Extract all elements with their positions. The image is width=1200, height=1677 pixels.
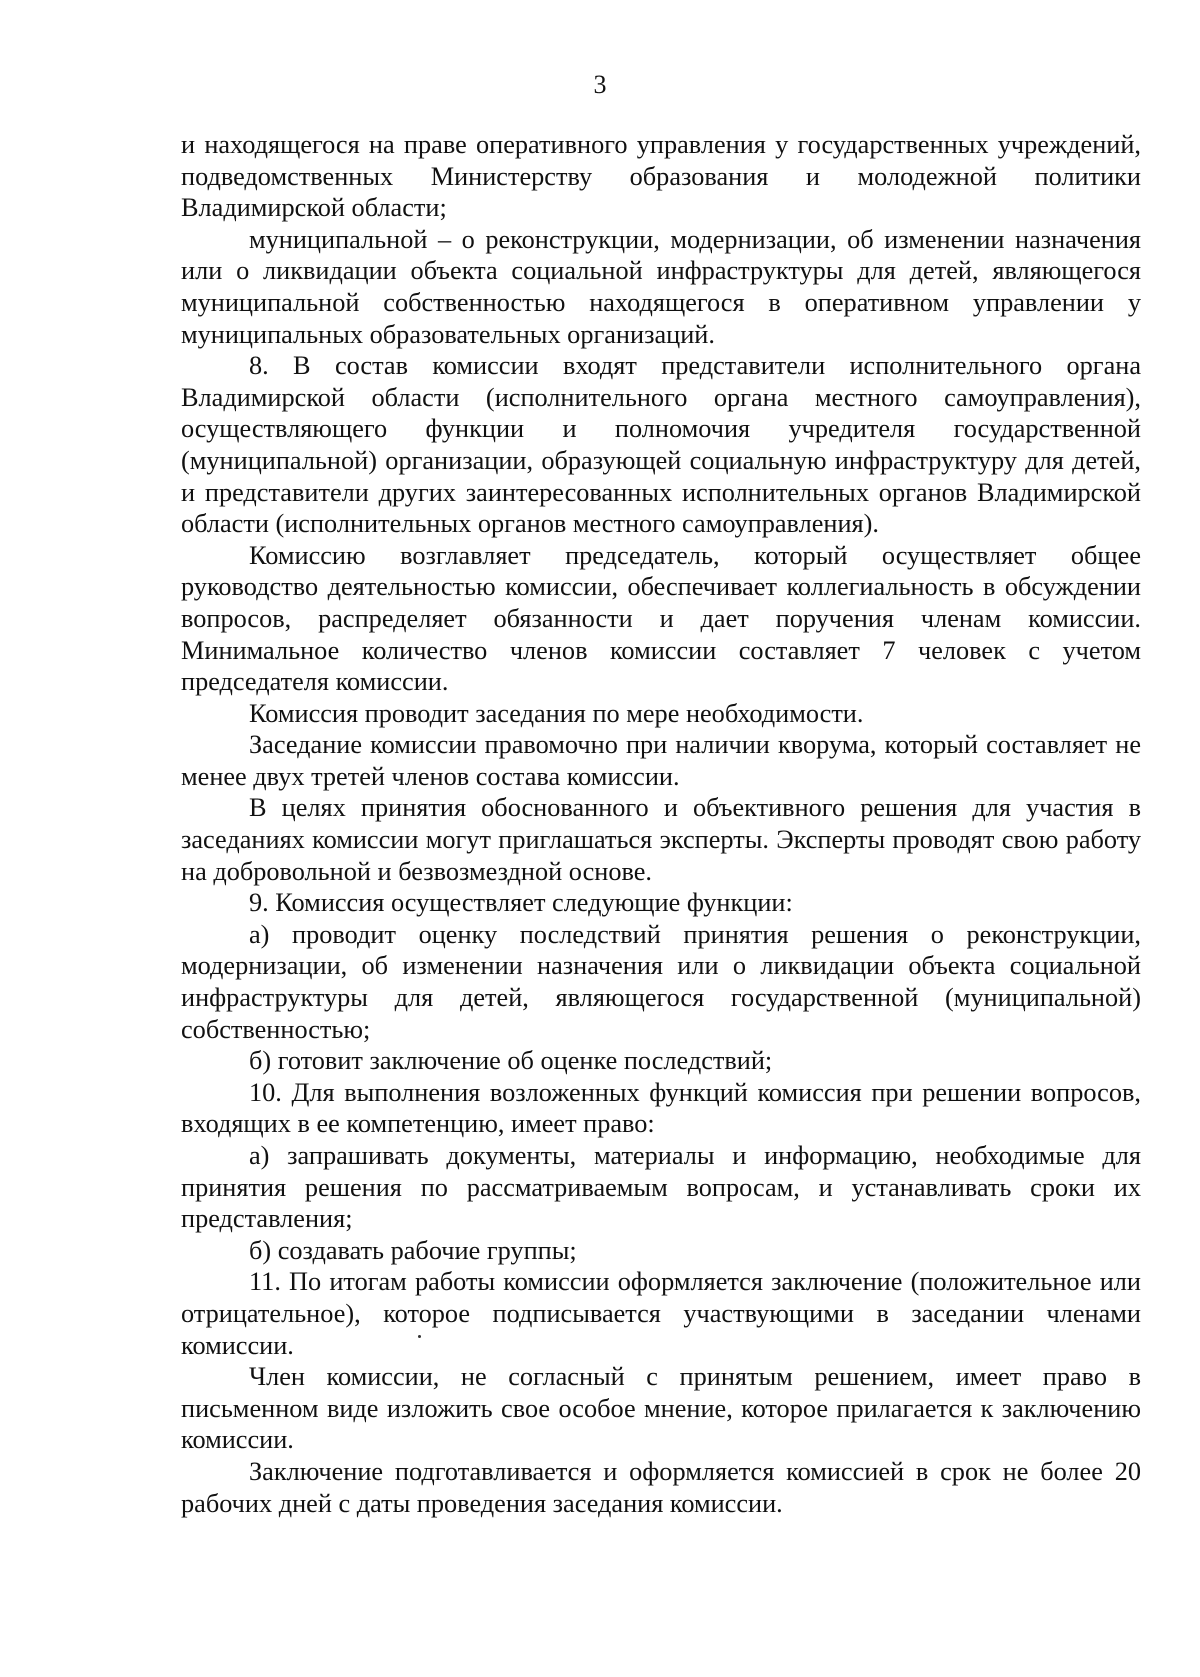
paragraph: В целях принятия обоснованного и объективного решения для участия в заседаниях комиссии могут приглашаться эксперты. Эксперты проводят свою работу на добровольной и безвозмездной основе. <box>181 793 1141 886</box>
paragraph: а) запрашивать документы, материалы и информацию, необходимые для принятия решения по рассматриваемым вопросам, и устанавливать сроки их представления; <box>181 1141 1141 1234</box>
page-number: 3 <box>593 70 607 99</box>
document-body <box>181 129 1141 1519</box>
paragraph: Комиссию возглавляет председатель, который осуществляет общее руководство деятельностью комиссии, обеспечивает коллегиальность в обсуждении вопросов, распределяет обязанности и дает поручения членам комиссии. Минимальное количество членов комиссии составляет 7 человек с учетом председателя комиссии. <box>181 540 1141 697</box>
paragraph: б) создавать рабочие группы; <box>249 1235 577 1265</box>
paragraph: и находящегося на праве оперативного управления у государственных учреждений, подведомственных Министерству образования и молодежной политики Владимирской области; <box>181 130 1141 223</box>
paragraph: Член комиссии, не согласный с принятым решением, имеет право в письменном виде изложить свое особое мнение, которое прилагается к заключению комиссии. <box>181 1362 1141 1455</box>
paragraph: 10. Для выполнения возложенных функций комиссия при решении вопросов, входящих в ее компетенцию, имеет право: <box>181 1077 1141 1139</box>
paragraph: 9. Комиссия осуществляет следующие функции: <box>249 888 793 918</box>
paragraph: б) готовит заключение об оценке последствий; <box>249 1046 773 1076</box>
scan-speck <box>418 1335 421 1338</box>
paragraph: а) проводит оценку последствий принятия решения о реконструкции, модернизации, об изменении назначения или о ликвидации объекта социальной инфраструктуры для детей, являющегося государственной (муниципальной) собственностью; <box>181 919 1141 1044</box>
paragraph: муниципальной – о реконструкции, модернизации, об изменении назначения или о ликвидации объекта социальной инфраструктуры для детей, являющегося муниципальной собственностью находящегося в оперативном управлении у муниципальных образовательных организаций. <box>181 224 1141 349</box>
paragraph: Комиссия проводит заседания по мере необходимости. <box>249 698 864 728</box>
paragraph: Заключение подготавливается и оформляется комиссией в срок не более 20 рабочих дней с даты проведения заседания комиссии. <box>181 1456 1141 1518</box>
paragraph: 11. По итогам работы комиссии оформляется заключение (положительное или отрицательное), которое подписывается участвующими в заседании членами комиссии. <box>181 1267 1141 1360</box>
paragraph: Заседание комиссии правомочно при наличии кворума, который составляет не менее двух третей членов состава комиссии. <box>181 730 1141 791</box>
paragraph: 8. В состав комиссии входят представители исполнительного органа Владимирской области (исполнительного органа местного самоуправления), осуществляющего функции и полномочия учредителя государственной (муниципальной) организации, образующей социальную инфраструктуру для детей, и представители других заинтересованных исполнительных органов Владимирской области (исполнительных органов местного самоуправления). <box>181 351 1141 539</box>
